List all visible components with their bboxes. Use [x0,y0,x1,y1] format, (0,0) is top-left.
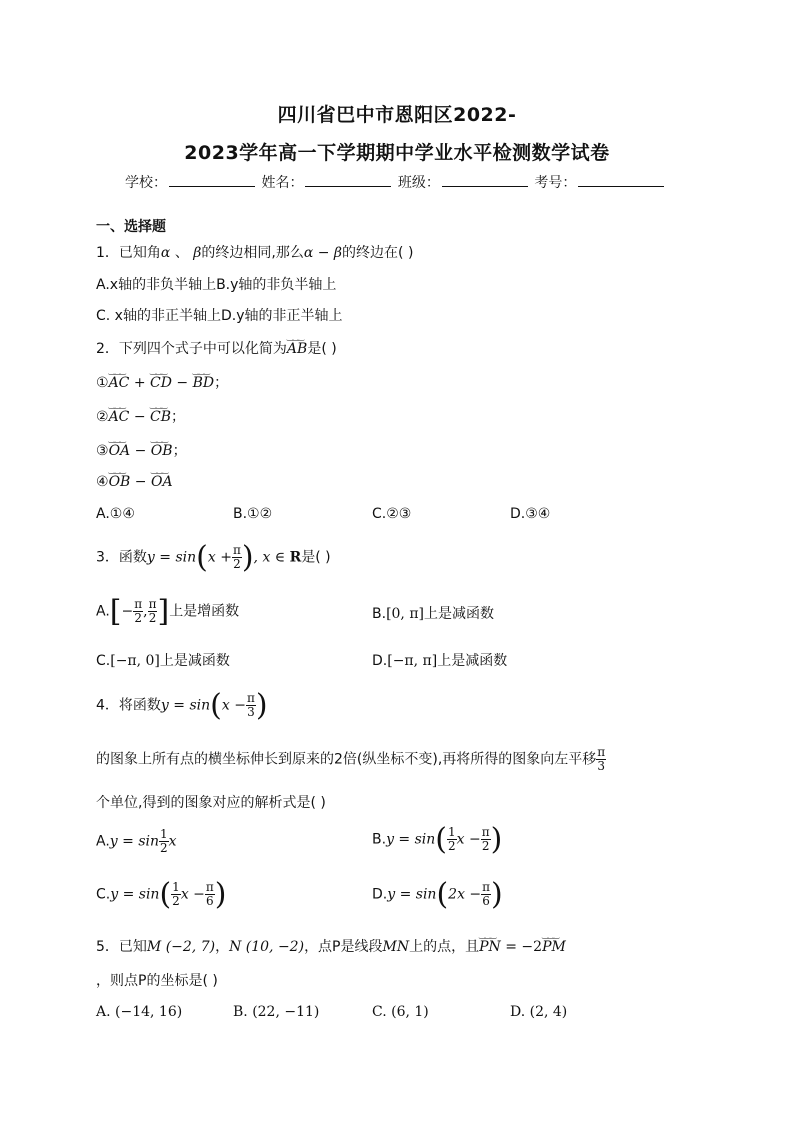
q3-option-b[interactable]: B.[0, π]上是减函数 [372,606,494,622]
exam-title-line2: 2023学年高一下学期期中学业水平检测数学试卷 [184,142,610,164]
q3-option-d[interactable]: D.[−π, π]上是减函数 [372,653,508,669]
q5-stem: 5．已知M (−2, 7)，N (10, −2)，点P是线段MN上的点，且‿‿‿ PN = −2‿‿‿ PM [96,936,566,956]
q2-option-d[interactable]: D.③④ [510,506,551,522]
q2-item-3: ③‿‿‿ OA − ‿‿‿ OB； [96,440,187,460]
vector-ab: ‿‿‿ AB [287,341,307,357]
q1-option-c[interactable]: C. x轴的非正半轴上 [96,308,221,324]
q4-stem: 4．将函数y = sin(x − $\frac{\pi}{3}$ ) [96,688,268,723]
q4-option-d[interactable]: D.y = sin(2x − $\frac{\pi}{6}$ ) [372,877,503,912]
q1-options-ab [96,274,336,294]
q4-option-a[interactable]: A.y = sin $\frac{1}{2}$ x [96,827,177,855]
q5-option-d[interactable]: D. (2, 4) [510,1004,568,1020]
q4-option-b[interactable]: B.y = sin( $\frac{1}{2}$ x − $\frac{\pi}{2}$ ) [372,822,503,857]
number-blank[interactable] [578,172,664,187]
q1-stem: 1．已知角α 、 β的终边相同,那么α − β的终边在( ) [96,245,414,261]
name-blank[interactable] [305,172,391,187]
q2-item-1: ①‿‿‿ AC + ‿‿‿ CD − ‿‿‿ BD； [96,372,228,392]
q5-option-a[interactable]: A. (−14, 16) [96,1004,183,1020]
q2-option-b[interactable]: B.①② [233,506,273,522]
class-blank[interactable] [442,172,528,187]
number-label: 考号： [534,175,577,191]
q4-line2: 的图象上所有点的横坐标伸长到原来的2倍(纵坐标不变),再将所得的图象向左平移 $\frac{\pi}{3}$ [96,745,606,773]
q1-option-b[interactable]: B.y轴的非负半轴上 [216,277,337,293]
q3-option-a[interactable]: A.[− $\frac{\pi}{2}$ , $\frac{\pi}{2}$ ]上是增函数 [96,594,240,629]
q1-option-d[interactable]: D.y轴的非正半轴上 [220,308,343,324]
school-label: 学校： [125,175,167,191]
q1-option-a[interactable]: A.x轴的非负半轴上 [96,277,217,293]
q5-option-c[interactable]: C. (6, 1) [372,1004,429,1020]
q4-option-c[interactable]: C.y = sin( $\frac{1}{2}$ x − $\frac{\pi}{6}$ ) [96,877,227,912]
section-heading: 一、选择题 [96,219,166,235]
exam-title-line1: 四川省巴中市恩阳区2022- [277,104,517,126]
q2-option-c[interactable]: C.②③ [372,506,412,522]
q5-line2: ，则点P的坐标是( ) [96,973,218,989]
q2-item-2: ②‿‿‿ AC − ‿‿‿ CB； [96,406,185,426]
school-blank[interactable] [169,172,255,187]
name-label: 姓名： [261,175,304,191]
q4-line3: 个单位,得到的图象对应的解析式是( ) [96,795,326,811]
q3-stem: 3．函数y = sin(x + $\frac{\pi}{2}$ ), x ∈ R是( ) [96,540,331,575]
student-info-row [125,172,666,192]
q2-stem: 2．下列四个式子中可以化简为‿‿‿ AB是( ) [96,338,337,358]
q5-option-b[interactable]: B. (22, −11) [233,1004,320,1020]
q1-options-cd [96,305,342,325]
q2-option-a[interactable]: A.①④ [96,506,135,522]
class-label: 班级： [397,175,440,191]
q3-option-c[interactable]: C.[−π, 0]上是减函数 [96,653,230,669]
q2-item-4: ④‿‿‿ OB − ‿‿‿ OA [96,474,173,490]
